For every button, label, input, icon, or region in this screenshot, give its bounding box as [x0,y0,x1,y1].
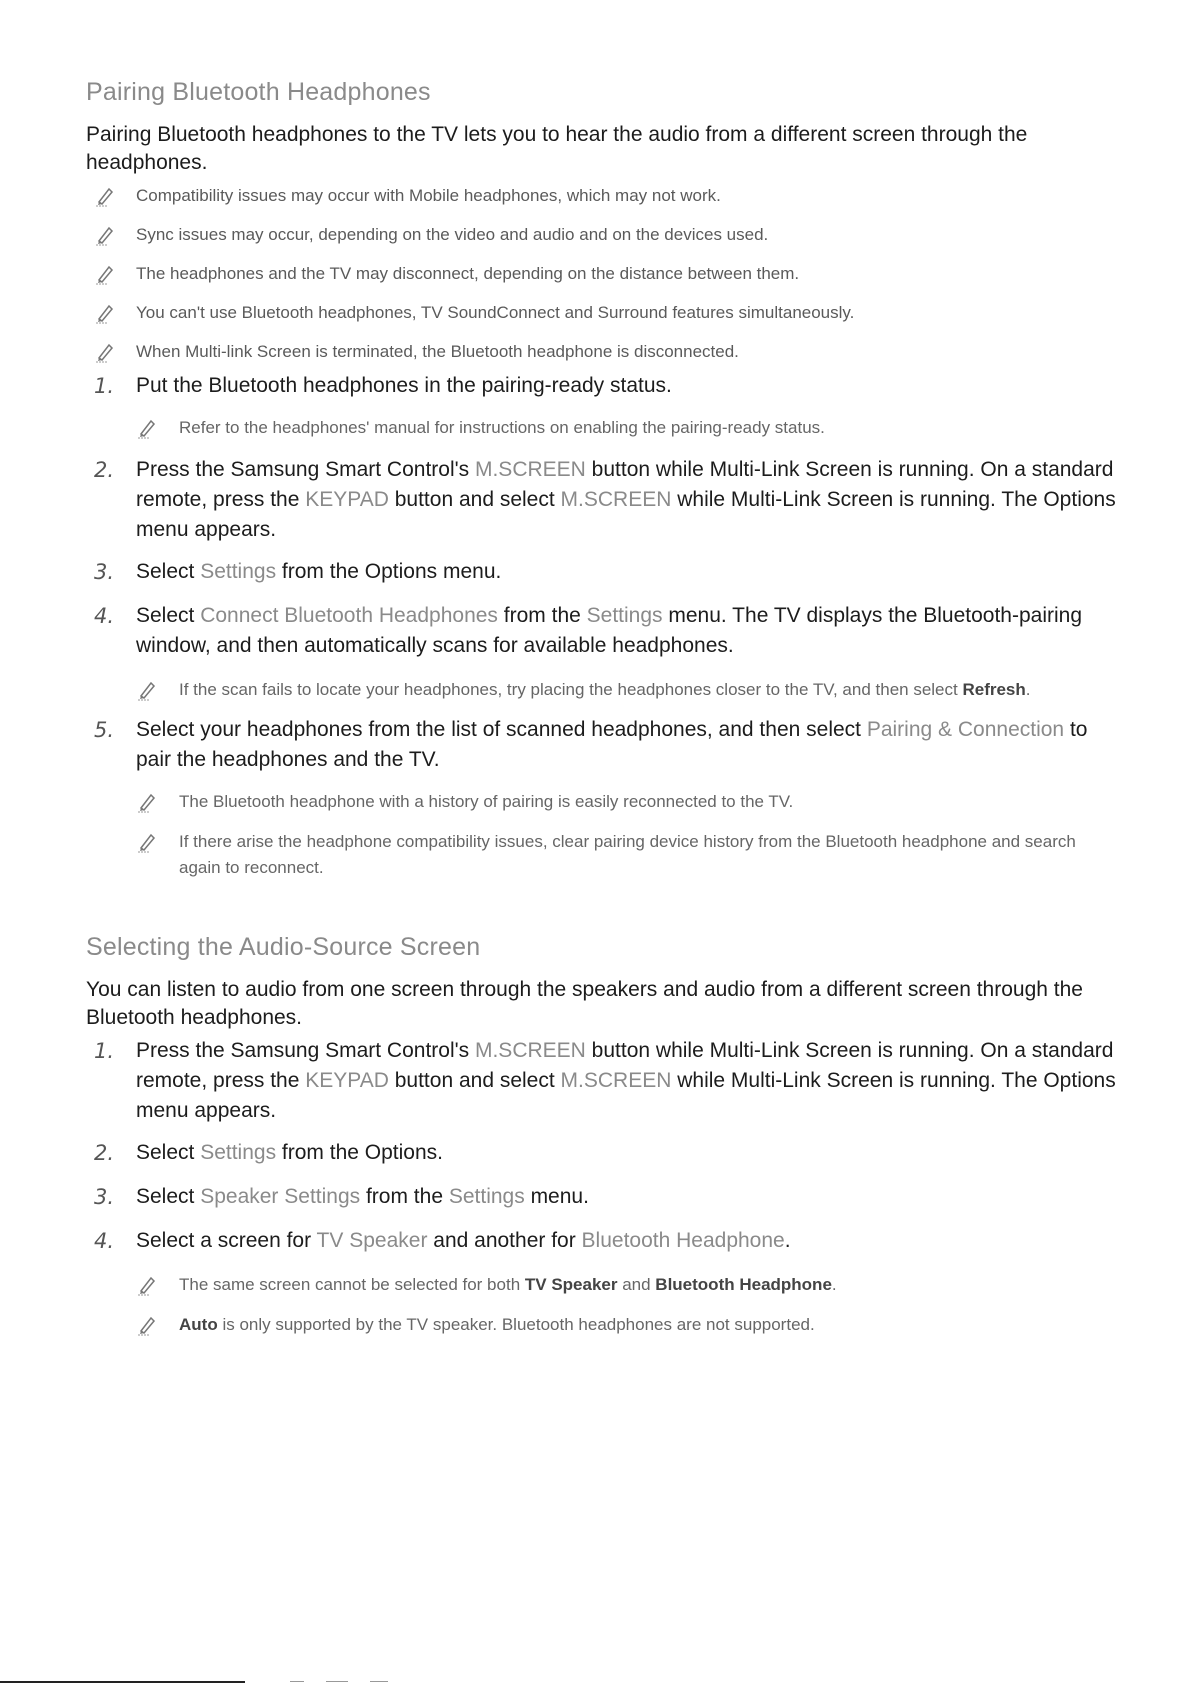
key-label: KEYPAD [305,1069,389,1092]
note-text: When Multi-link Screen is terminated, the Bluetooth headphone is disconnected. [136,342,739,361]
key-label: M.SCREEN [474,458,586,481]
step-item [86,455,1116,545]
step-item [86,1138,1116,1168]
step-text: while Multi-Link Screen is running. The Options menu appears. [136,488,1116,541]
step-number: 3. [94,1185,115,1209]
step-text: while Multi-Link Screen is running. The Options menu appears. [136,1069,1116,1122]
step-text: from the Options. [276,1141,443,1164]
step-text: Press the Samsung Smart Control's [136,458,475,481]
step-number: 5. [94,718,115,742]
menu-label: Settings [586,604,663,627]
step-text: button and select [388,488,561,511]
note-text: . [831,1275,837,1294]
note-item [86,261,1116,287]
section-title-pairing: Pairing Bluetooth Headphones [86,78,431,106]
menu-label: Bluetooth Headphone [581,1229,785,1252]
step-number: 3. [94,560,115,584]
step-text: . [784,1229,791,1252]
note-item [86,829,1116,881]
step-number: 2. [94,458,115,482]
section-title-audio-source: Selecting the Audio-Source Screen [86,933,481,961]
pencil-note-icon [136,791,158,813]
note-item [86,1312,1116,1338]
page-content [86,78,1116,1338]
menu-label: Speaker Settings [200,1185,361,1208]
menu-label: Auto [179,1315,218,1334]
note-item [86,339,1116,365]
intro-paragraph: You can listen to audio from one screen through the speakers and audio from a different screen through the Bluetooth headphones. [86,978,1083,1029]
note-item [86,789,1116,815]
note-text: Refer to the headphones' manual for instructions on enabling the pairing-ready status. [179,418,825,437]
step-text: to pair the headphones and the TV. [136,718,1088,771]
step-text: and another for [427,1229,582,1252]
step-number: 1. [94,1039,115,1063]
key-label: M.SCREEN [560,1069,672,1092]
step-text: from the Options menu. [276,560,502,583]
key-label: M.SCREEN [474,1039,586,1062]
pencil-note-icon [136,417,158,439]
note-item [86,1272,1116,1298]
step-text: Press the Samsung Smart Control's [136,1039,475,1062]
step-text: button while Multi-Link Screen is running. On a standard remote, press the [136,458,1114,511]
step-item [86,1226,1116,1256]
note-text: The headphones and the TV may disconnect, depending on the distance between them. [136,264,800,283]
note-item [86,222,1116,248]
step-number: 4. [94,1229,115,1253]
menu-label: Settings [200,560,277,583]
step-text: Select [136,604,201,627]
pencil-note-icon [94,224,116,246]
pencil-note-icon [94,263,116,285]
menu-label: TV Speaker [316,1229,428,1252]
step-text: Select [136,1185,201,1208]
step-text: button while Multi-Link Screen is running. On a standard remote, press the [136,1039,1114,1092]
menu-label: Pairing & Connection [866,718,1065,741]
step-text: Select [136,560,201,583]
step-number: 2. [94,1141,115,1165]
menu-label: Settings [448,1185,525,1208]
step-text: from the [497,604,587,627]
pencil-note-icon [136,831,158,853]
pencil-note-icon [94,302,116,324]
pencil-note-icon [136,1314,158,1336]
menu-label: Refresh [962,680,1026,699]
note-text: is only supported by the TV speaker. Bluetooth headphones are not supported. [217,1315,815,1334]
step-item [86,1036,1116,1126]
menu-label: Settings [200,1141,277,1164]
pencil-note-icon [94,341,116,363]
step-item [86,557,1116,587]
note-text: Sync issues may occur, depending on the video and audio and on the devices used. [136,225,769,244]
menu-label: TV Speaker [524,1275,618,1294]
intro-paragraph: Pairing Bluetooth headphones to the TV lets you to hear the audio from a different screen through the headphones. [86,123,1028,174]
step-number: 4. [94,604,115,628]
pencil-note-icon [136,1274,158,1296]
step-text: from the [360,1185,449,1208]
note-text: Compatibility issues may occur with Mobile headphones, which may not work. [136,186,721,205]
key-label: KEYPAD [305,488,389,511]
note-text: If there arise the headphone compatibility issues, clear pairing device history from the Bluetooth headphone and search again to reconnect. [179,832,1076,877]
step-text: menu. [524,1185,589,1208]
step-item [86,1182,1116,1212]
step-text: button and select [388,1069,561,1092]
step-number: 1. [94,374,115,398]
menu-label: Bluetooth Headphone [655,1275,832,1294]
step-text: Select [136,1141,201,1164]
step-item [86,715,1116,775]
step-item [86,601,1116,661]
note-text: If the scan fails to locate your headphones, try placing the headphones closer to the TV, and then select [179,680,963,699]
step-text: Put the Bluetooth headphones in the pairing-ready status. [136,374,672,397]
note-item [86,300,1116,326]
note-text: and [617,1275,656,1294]
note-text: The same screen cannot be selected for both [179,1275,525,1294]
menu-label: Connect Bluetooth Headphones [200,604,498,627]
step-text: Select your headphones from the list of scanned headphones, and then select [136,718,867,741]
note-text: . [1025,680,1031,699]
pencil-note-icon [136,679,158,701]
note-item [86,183,1116,209]
note-item [86,415,1116,441]
key-label: M.SCREEN [560,488,672,511]
step-text: Select a screen for [136,1229,317,1252]
step-text: menu. The TV displays the Bluetooth-pairing window, and then automatically scans for available headphones. [136,604,1082,657]
note-text: You can't use Bluetooth headphones, TV SoundConnect and Surround features simultaneously. [136,303,855,322]
pencil-note-icon [94,185,116,207]
note-item [86,677,1116,703]
note-text: The Bluetooth headphone with a history of pairing is easily reconnected to the TV. [179,792,794,811]
step-item [86,371,1116,401]
